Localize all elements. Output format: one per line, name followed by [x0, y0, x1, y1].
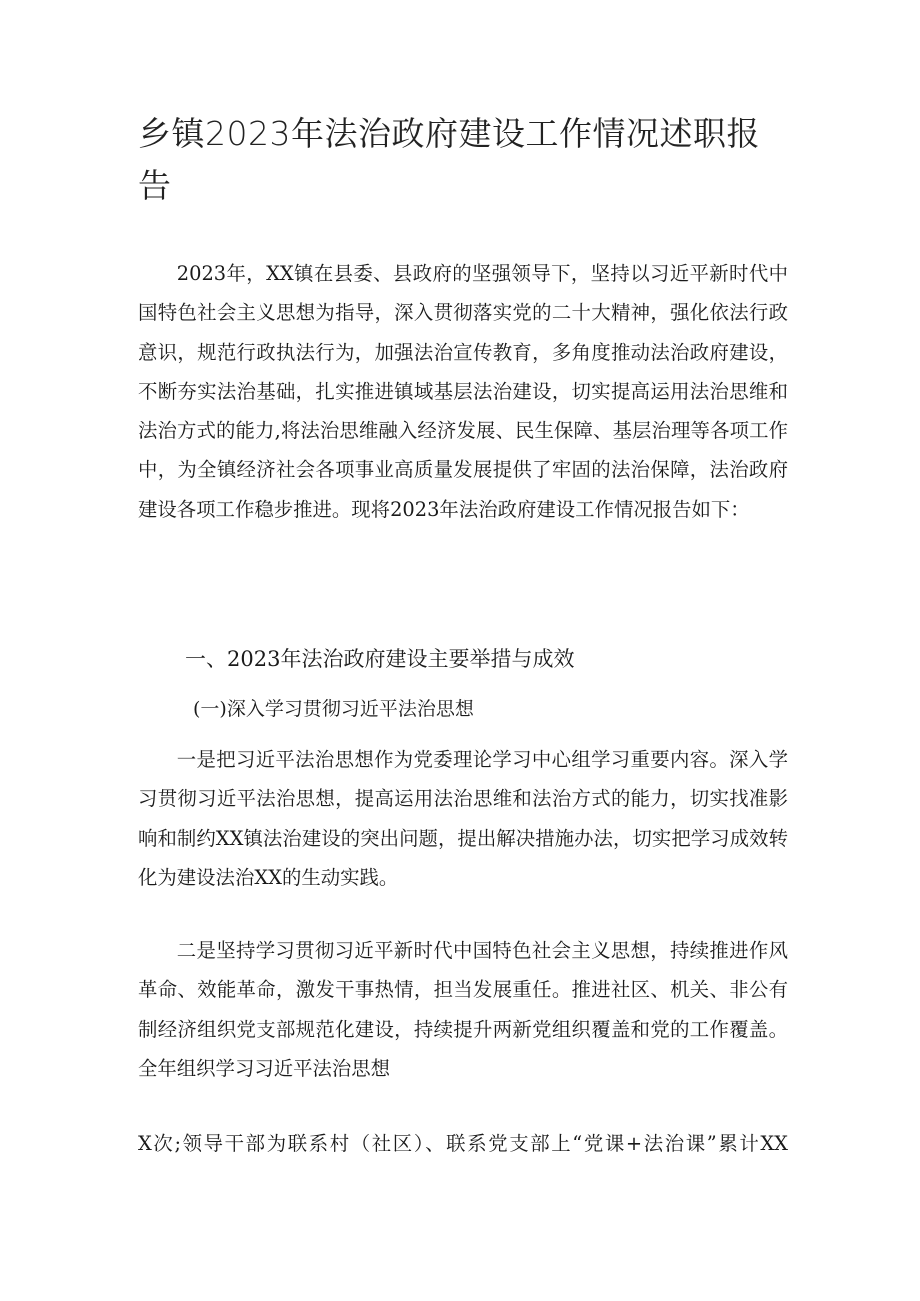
section-heading: 一、2023年法治政府建设主要举措与成效: [185, 647, 575, 671]
body-paragraph-2: 二是坚持学习贯彻习近平新时代中国特色社会主义思想，持续推进作风革命、效能革命，激发干事热情，担当发展重任。推进社区、机关、非公有制经济组织党支部规范化建设，持续提升两新党组织覆盖和党的工作覆盖。全年组织学习习近平法治思想: [138, 939, 788, 1080]
body-paragraph-3: X次;领导干部为联系村（社区）、联系党支部上“党课+法治课”累计XX: [138, 1132, 788, 1155]
body-paragraph-1: 一是把习近平法治思想作为党委理论学习中心组学习重要内容。深入学习贯彻习近平法治思想，提高运用法治思维和法治方式的能力，切实找准影响和制约XX镇法治建设的突出问题，提出解决措施办法，切实把学习成效转化为建设法治XX的生动实践。: [138, 748, 788, 889]
subsection-heading: (一)深入学习贯彻习近平法治思想: [193, 698, 474, 720]
intro-paragraph: 2023年，XX镇在县委、县政府的坚强领导下，坚持以习近平新时代中国特色社会主义思想为指导，深入贯彻落实党的二十大精神，强化依法行政意识，规范行政执法行为，加强法治宣传教育，多角度推动法治政府建设，不断夯实法治基础，扎实推进镇域基层法治建设，切实提高运用法治思维和法治方式的能力,将法治思维融入经济发展、民生保障、基层治理等各项工作中，为全镇经济社会各项事业高质量发展提供了牢固的法治保障，法治政府建设各项工作稳步推进。现将2023年法治政府建设工作情况报告如下：: [138, 262, 788, 521]
document-title: 乡镇2023年法治政府建设工作情况述职报告: [138, 114, 760, 205]
